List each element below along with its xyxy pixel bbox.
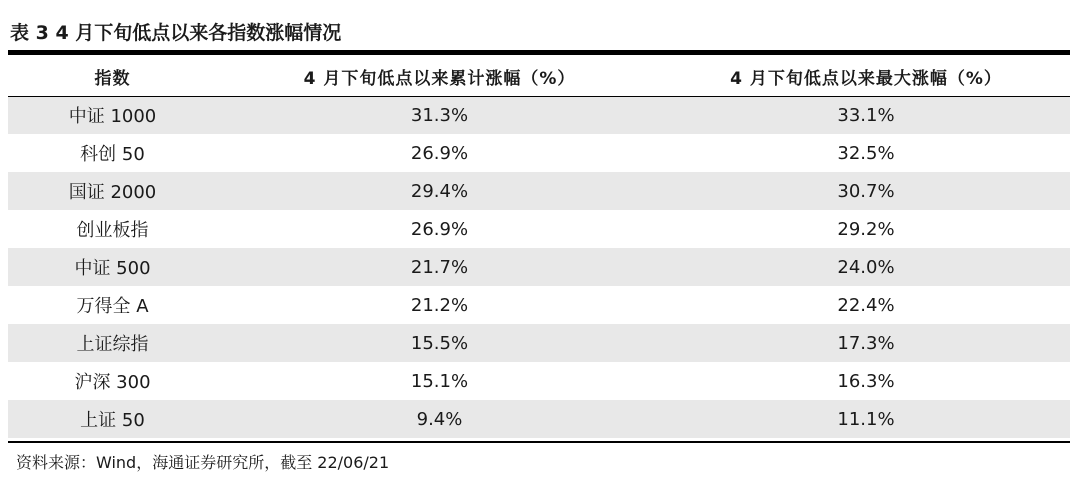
index-name-cell: 创业板指 <box>76 220 149 241</box>
max-gain-cell: 33.1% <box>662 96 1070 134</box>
index-gains-table <box>8 57 1070 438</box>
index-name-cell: 上证 50 <box>8 400 217 438</box>
table-row <box>8 172 1070 210</box>
max-gain-cell: 22.4% <box>837 294 895 316</box>
cumulative-gain-cell: 15.1% <box>410 370 469 392</box>
table-row <box>8 324 1070 362</box>
table-row <box>8 134 1070 172</box>
index-name-cell: 沪深 300 <box>74 372 151 393</box>
max-gain-cell: 32.5% <box>837 142 895 164</box>
source-note: 资料来源：Wind，海通证券研究所，截至 22/06/21 <box>16 453 390 472</box>
cumulative-gain-cell: 26.9% <box>410 218 469 240</box>
index-name-cell: 中证 1000 <box>8 96 217 134</box>
max-gain-cell: 24.0% <box>662 248 1070 286</box>
table-title: 表 3 4 月下旬低点以来各指数涨幅情况 <box>10 22 342 44</box>
max-gain-cell: 30.7% <box>662 172 1070 210</box>
cumulative-gain-cell: 26.9% <box>410 142 469 164</box>
index-name-cell: 科创 50 <box>80 144 145 165</box>
table-row <box>8 362 1070 400</box>
cumulative-gain-cell: 21.7% <box>217 248 662 286</box>
header-max-gain: 4 月下旬低点以来最大涨幅（%） <box>730 69 1002 89</box>
table-row <box>8 248 1070 286</box>
cumulative-gain-cell: 15.5% <box>217 324 662 362</box>
bottom-rule <box>8 441 1070 443</box>
max-gain-cell: 29.2% <box>837 218 895 240</box>
cumulative-gain-cell: 29.4% <box>217 172 662 210</box>
cumulative-gain-cell: 9.4% <box>217 400 662 438</box>
header-cumulative-gain: 4 月下旬低点以来累计涨幅（%） <box>303 69 576 89</box>
index-name-cell: 万得全 A <box>76 296 149 317</box>
table-row <box>8 400 1070 438</box>
cumulative-gain-cell: 31.3% <box>217 96 662 134</box>
index-name-cell: 国证 2000 <box>8 172 217 210</box>
table-row <box>8 286 1070 324</box>
index-name-cell: 上证综指 <box>8 324 217 362</box>
table-row <box>8 96 1070 134</box>
header-row <box>8 57 1070 96</box>
max-gain-cell: 17.3% <box>662 324 1070 362</box>
header-index: 指数 <box>94 69 131 89</box>
cumulative-gain-cell: 21.2% <box>410 294 469 316</box>
max-gain-cell: 16.3% <box>837 370 895 392</box>
index-name-cell: 中证 500 <box>8 248 217 286</box>
table-row <box>8 210 1070 248</box>
header-rule <box>8 96 1070 97</box>
max-gain-cell: 11.1% <box>662 400 1070 438</box>
top-rule <box>8 50 1070 55</box>
